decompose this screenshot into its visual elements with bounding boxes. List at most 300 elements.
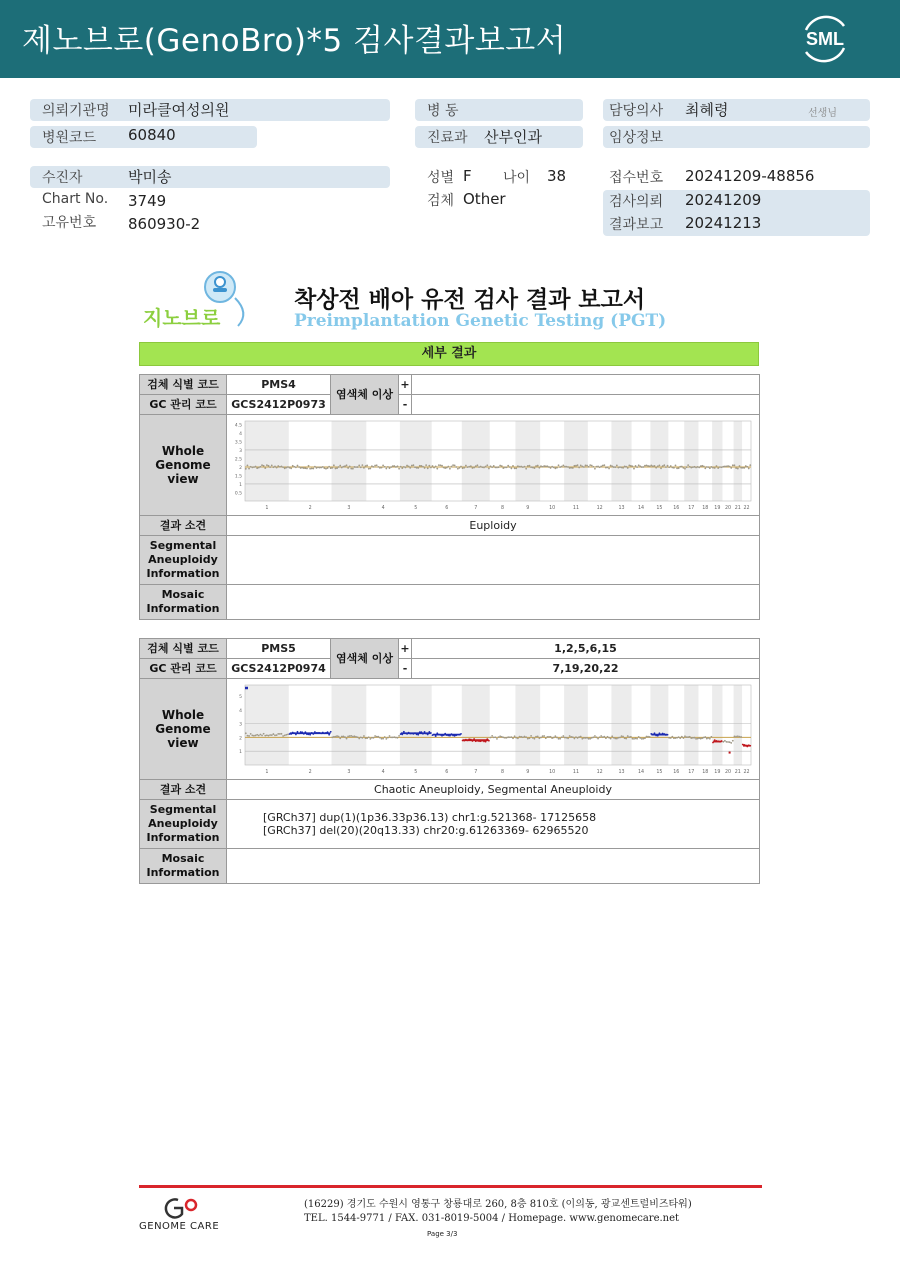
data-point <box>548 466 550 468</box>
data-point <box>644 737 646 739</box>
data-point <box>740 736 742 738</box>
data-point <box>325 467 327 469</box>
x-tick-label: 14 <box>637 769 645 775</box>
data-point <box>502 467 504 469</box>
data-point <box>665 466 667 468</box>
institution-label: 의뢰기관명 <box>42 103 110 119</box>
data-point <box>602 736 604 738</box>
data-point <box>376 735 378 737</box>
data-point <box>300 467 302 469</box>
data-point <box>739 465 741 467</box>
data-point <box>573 464 575 466</box>
name-value: 박미송 <box>128 168 172 186</box>
data-point <box>605 466 607 468</box>
data-point <box>671 735 673 737</box>
genome-plot-2 <box>229 682 756 777</box>
data-point <box>376 464 378 466</box>
data-point <box>347 735 349 737</box>
age-label: 나이 <box>503 170 531 186</box>
chromosome-band <box>400 685 432 765</box>
minus-sign: - <box>399 395 412 415</box>
data-point <box>614 466 616 468</box>
data-point <box>597 465 599 467</box>
sml-logo-text: SML <box>806 29 844 49</box>
data-point <box>510 467 512 469</box>
data-point <box>285 466 287 468</box>
data-point <box>368 736 370 738</box>
data-point <box>344 465 346 467</box>
data-point <box>459 466 461 468</box>
data-point <box>274 734 276 736</box>
data-point <box>585 464 587 466</box>
data-point <box>284 467 286 469</box>
footer-address <box>304 1198 692 1226</box>
data-point <box>644 464 646 466</box>
clinical-label: 임상정보 <box>609 130 664 146</box>
data-point <box>435 465 437 467</box>
data-point <box>403 465 405 467</box>
data-point <box>306 467 308 469</box>
section-title: 세부 결과 <box>139 342 759 366</box>
data-point <box>700 737 702 739</box>
data-point <box>320 466 322 468</box>
data-point <box>559 466 561 468</box>
data-point <box>295 466 297 468</box>
data-point <box>261 464 263 466</box>
data-point <box>346 737 348 739</box>
data-point <box>387 736 389 738</box>
loss-chromosomes <box>412 395 760 415</box>
data-point <box>285 733 287 735</box>
data-point <box>642 737 644 739</box>
data-point <box>704 467 706 469</box>
data-point <box>452 464 454 466</box>
data-point <box>532 736 534 738</box>
data-point <box>697 466 699 468</box>
genome-view-label: Whole Genome view <box>140 679 227 780</box>
x-tick-label: 2 <box>308 769 312 775</box>
loss-chromosomes: 7,19,20,22 <box>412 659 760 679</box>
data-point <box>591 464 593 466</box>
gain-chromosomes <box>412 375 760 395</box>
data-point <box>323 467 325 469</box>
data-point <box>322 466 324 468</box>
data-point <box>385 467 387 469</box>
data-point <box>432 465 434 467</box>
data-point <box>687 736 689 738</box>
data-point <box>502 736 504 738</box>
segmental-label: Segmental Aneuploidy Information <box>140 536 227 585</box>
data-point <box>417 467 419 469</box>
data-point <box>538 737 540 739</box>
data-point <box>589 464 591 466</box>
y-tick-label: 3.5 <box>234 439 242 445</box>
x-tick-label: 12 <box>596 505 603 511</box>
data-point <box>636 466 638 468</box>
y-tick-label: 4 <box>239 708 242 714</box>
data-point <box>361 464 363 466</box>
page-number: Page 3/3 <box>427 1230 458 1238</box>
data-point <box>271 464 273 466</box>
data-point <box>477 464 479 466</box>
receipt-value: 20241209-48856 <box>685 167 815 185</box>
chromosome-band <box>734 685 742 765</box>
id-value: 860930-2 <box>128 215 201 233</box>
data-point <box>676 467 678 469</box>
data-point <box>430 466 432 468</box>
segment-call-marker <box>245 686 248 689</box>
data-point <box>627 467 629 469</box>
data-point <box>570 466 572 468</box>
data-point <box>735 467 737 469</box>
data-point <box>583 466 585 468</box>
data-point <box>401 467 403 469</box>
y-tick-label: 4.5 <box>234 422 242 428</box>
data-point <box>297 464 299 466</box>
data-point <box>263 464 265 466</box>
data-point <box>514 735 516 737</box>
data-point <box>350 735 352 737</box>
data-point <box>625 737 627 739</box>
data-point <box>341 735 343 737</box>
age-value: 38 <box>547 167 567 185</box>
data-point <box>381 466 383 468</box>
data-point <box>250 465 252 467</box>
data-point <box>561 465 563 467</box>
data-point <box>264 467 266 469</box>
data-point <box>600 465 602 467</box>
data-point <box>277 732 279 734</box>
data-point <box>339 464 341 466</box>
chromosome-10-points <box>540 464 564 469</box>
gc-code-label: GC 관리 코드 <box>140 659 227 679</box>
data-point <box>607 466 609 468</box>
request-label: 검사의뢰 <box>609 194 664 210</box>
header-bar <box>0 0 900 78</box>
data-point <box>517 737 519 739</box>
data-point <box>276 734 278 736</box>
chromosome-band <box>400 421 432 501</box>
data-point <box>361 736 363 738</box>
data-point <box>520 465 522 467</box>
data-point <box>449 467 451 469</box>
data-point <box>537 735 539 737</box>
data-point <box>336 735 338 737</box>
data-point <box>543 465 545 467</box>
data-point <box>250 732 252 734</box>
data-point <box>654 464 656 466</box>
chromosome-band <box>650 685 668 765</box>
x-tick-label: 17 <box>688 505 695 511</box>
sex-value: F <box>463 167 472 185</box>
data-point <box>335 735 337 737</box>
data-point <box>647 465 649 467</box>
data-point <box>532 466 534 468</box>
data-point <box>716 465 718 467</box>
x-tick-label: 3 <box>347 505 351 511</box>
chromosome-band <box>611 685 631 765</box>
hospital-code-value: 60840 <box>128 126 176 144</box>
data-point <box>366 464 368 466</box>
data-point <box>382 464 384 466</box>
data-point <box>251 466 253 468</box>
ward-label: 병 동 <box>427 103 459 119</box>
data-point <box>592 465 594 467</box>
x-tick-label: 1 <box>265 769 269 775</box>
finding-value: Euploidy <box>227 516 760 536</box>
data-point <box>690 466 692 468</box>
data-point <box>668 466 670 468</box>
data-point <box>245 732 247 734</box>
data-point <box>542 465 544 467</box>
y-tick-label: 2.5 <box>234 456 242 462</box>
data-point <box>704 736 706 738</box>
data-point <box>398 735 400 737</box>
data-point <box>491 466 493 468</box>
data-point <box>652 465 654 467</box>
data-point <box>470 465 472 467</box>
data-point <box>638 735 640 737</box>
data-point <box>543 735 545 737</box>
data-point <box>519 465 521 467</box>
data-point <box>618 736 620 738</box>
data-point <box>460 465 462 467</box>
data-point <box>686 466 688 468</box>
data-point <box>245 467 247 469</box>
data-point <box>281 732 283 734</box>
data-point <box>727 465 729 467</box>
gc-code-value: GCS2412P0974 <box>227 659 331 679</box>
report-date-value: 20241213 <box>685 214 762 232</box>
y-tick-label: 2 <box>239 735 242 741</box>
x-tick-label: 4 <box>381 505 385 511</box>
data-point <box>379 466 381 468</box>
data-point <box>638 464 640 466</box>
data-point <box>282 466 284 468</box>
data-point <box>710 735 712 737</box>
y-tick-label: 1 <box>239 749 242 755</box>
data-point <box>633 467 635 469</box>
data-point <box>556 466 558 468</box>
data-point <box>481 466 483 468</box>
data-point <box>346 464 348 466</box>
data-point <box>706 466 708 468</box>
data-point <box>599 736 601 738</box>
data-point <box>496 737 498 739</box>
segmental-value <box>227 536 760 585</box>
data-point <box>567 466 569 468</box>
data-point <box>649 736 651 738</box>
data-point <box>622 466 624 468</box>
data-point <box>287 733 289 735</box>
data-point <box>522 736 524 738</box>
plus-sign: + <box>399 639 412 659</box>
data-point <box>319 466 321 468</box>
data-point <box>389 467 391 469</box>
data-point <box>512 737 514 739</box>
data-point <box>622 735 624 737</box>
data-point <box>577 464 579 466</box>
data-point <box>707 466 709 468</box>
data-point <box>395 466 397 468</box>
data-point <box>628 464 630 466</box>
data-point <box>588 465 590 467</box>
data-point <box>525 736 527 738</box>
data-point <box>447 465 449 467</box>
data-point <box>520 735 522 737</box>
data-point <box>365 465 367 467</box>
data-point <box>583 737 585 739</box>
data-point <box>596 465 598 467</box>
data-point <box>639 737 641 739</box>
data-point <box>632 737 634 739</box>
data-point <box>397 736 399 738</box>
data-point <box>611 465 613 467</box>
x-tick-label: 7 <box>474 769 478 775</box>
data-point <box>537 464 539 466</box>
x-tick-label: 2 <box>308 505 312 511</box>
data-point <box>349 465 351 467</box>
x-tick-label: 21 <box>734 769 741 775</box>
genobro-logo-text: 지노브로 <box>143 306 221 330</box>
x-tick-label: 6 <box>445 769 449 775</box>
data-point <box>524 735 526 737</box>
data-point <box>529 464 531 466</box>
data-point <box>726 740 728 742</box>
plus-sign: + <box>399 375 412 395</box>
chromosome-band <box>462 421 490 501</box>
data-point <box>444 467 446 469</box>
data-point <box>268 734 270 736</box>
data-point <box>658 464 660 466</box>
data-point <box>662 465 664 467</box>
data-point <box>684 467 686 469</box>
gc-code-label: GC 관리 코드 <box>140 395 227 415</box>
data-point <box>454 464 456 466</box>
chromosome-band <box>712 421 722 501</box>
data-point <box>624 737 626 739</box>
data-point <box>393 465 395 467</box>
chromosome-20-points <box>722 739 733 743</box>
data-point <box>274 465 276 467</box>
x-tick-label: 19 <box>714 769 721 775</box>
data-point <box>694 465 696 467</box>
chromosome-band <box>734 421 742 501</box>
data-point <box>485 465 487 467</box>
data-point <box>371 736 373 738</box>
data-point <box>729 465 731 467</box>
data-point <box>395 736 397 738</box>
data-point <box>748 467 750 469</box>
data-point <box>558 464 560 466</box>
data-point <box>512 464 514 466</box>
data-point <box>730 467 732 469</box>
y-tick-label: 3 <box>239 722 242 728</box>
data-point <box>260 733 262 735</box>
chromosome-band <box>515 421 540 501</box>
data-point <box>737 735 739 737</box>
data-point <box>338 735 340 737</box>
data-point <box>630 735 632 737</box>
data-point <box>610 737 612 739</box>
data-point <box>389 735 391 737</box>
data-point <box>352 467 354 469</box>
data-point <box>308 464 310 466</box>
chromosome-band <box>684 685 698 765</box>
data-point <box>619 466 621 468</box>
x-tick-label: 13 <box>618 505 625 511</box>
data-point <box>360 466 362 468</box>
data-point <box>607 735 609 737</box>
data-point <box>522 466 524 468</box>
data-point <box>570 735 572 737</box>
x-tick-label: 8 <box>501 769 505 775</box>
data-point <box>406 464 408 466</box>
data-point <box>408 465 410 467</box>
data-point <box>483 466 485 468</box>
data-point <box>569 467 571 469</box>
company-name: GENOME CARE <box>139 1221 220 1232</box>
data-point <box>261 734 263 736</box>
chrom-abn-label: 염색체 이상 <box>331 375 399 415</box>
data-point <box>424 467 426 469</box>
data-point <box>535 465 537 467</box>
data-point <box>290 467 292 469</box>
data-point <box>374 735 376 737</box>
data-point <box>550 467 552 469</box>
data-point <box>553 736 555 738</box>
x-tick-label: 12 <box>596 769 603 775</box>
data-point <box>271 734 273 736</box>
data-point <box>562 735 564 737</box>
data-point <box>468 465 470 467</box>
data-point <box>253 466 255 468</box>
data-point <box>374 464 376 466</box>
data-point <box>703 736 705 738</box>
data-point <box>538 466 540 468</box>
data-point <box>360 736 362 738</box>
mosaic-value <box>227 585 760 620</box>
data-point <box>703 465 705 467</box>
data-point <box>284 734 286 736</box>
x-tick-label: 5 <box>414 769 418 775</box>
data-point <box>597 737 599 739</box>
data-point <box>411 464 413 466</box>
data-point <box>504 466 506 468</box>
segmental-line-1: [GRCh37] dup(1)(1p36.33p36.13) chr1:g.521368- 17125658 <box>263 811 597 824</box>
data-point <box>692 736 694 738</box>
data-point <box>635 465 637 467</box>
data-point <box>581 465 583 467</box>
data-point <box>363 735 365 737</box>
plot-frame <box>245 421 751 501</box>
data-point <box>331 736 333 738</box>
data-point <box>621 735 623 737</box>
data-point <box>277 465 279 467</box>
data-point <box>689 465 691 467</box>
data-point <box>354 735 356 737</box>
data-point <box>686 736 688 738</box>
data-point <box>263 732 265 734</box>
data-point <box>276 466 278 468</box>
data-point <box>385 737 387 739</box>
data-point <box>611 735 613 737</box>
x-tick-label: 13 <box>618 769 625 775</box>
data-point <box>392 736 394 738</box>
data-point <box>422 465 424 467</box>
data-point <box>517 465 519 467</box>
data-point <box>465 464 467 466</box>
